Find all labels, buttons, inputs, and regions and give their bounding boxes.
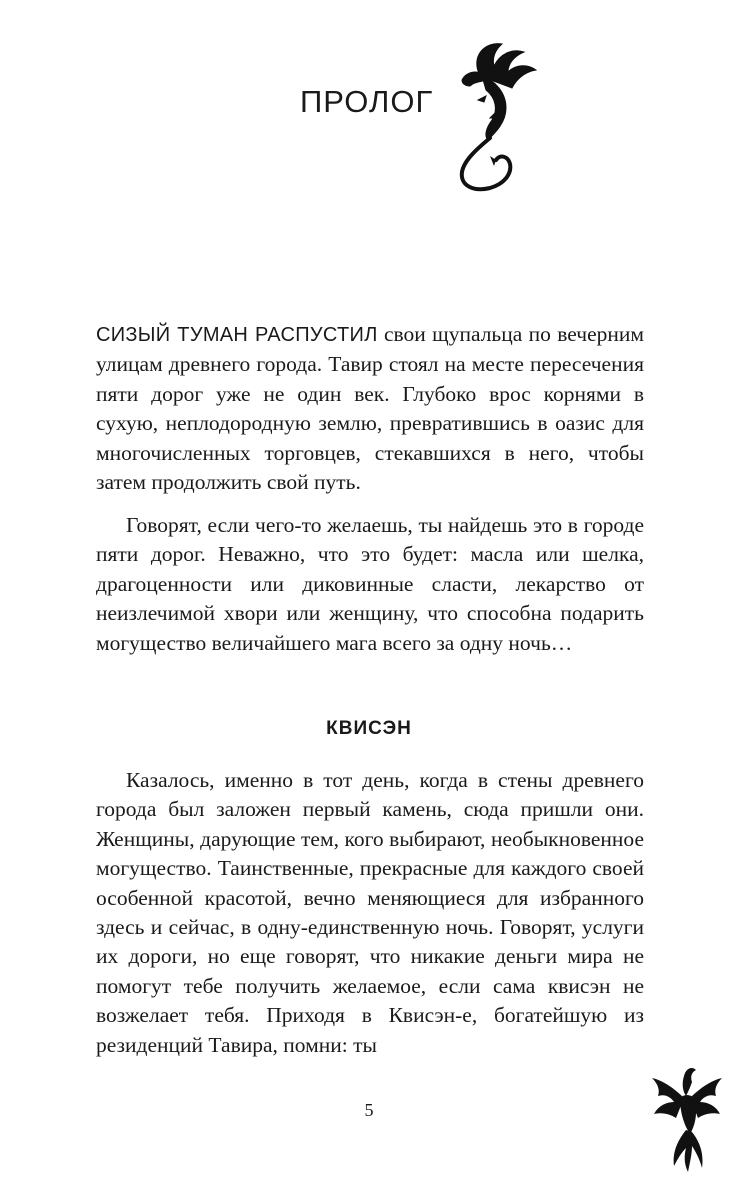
paragraph-lead-in: СИЗЫЙ ТУМАН РАСПУСТИЛ	[96, 324, 378, 346]
chapter-title: ПРОЛОГ	[300, 84, 434, 119]
paragraph-text: свои щупальца по вечерним улицам древнего города. Тавир стоял на месте пересечения пяти дорог уже не один век. Глубоко врос корнями в сухую, неплодородную землю, превратившись в оазис для многочисленных торговцев, стекавшихся в него, чтобы затем продолжить свой путь.	[96, 322, 644, 495]
page-number: 5	[364, 1100, 374, 1120]
opening-paragraph	[96, 320, 644, 497]
second-paragraph: Говорят, если чего-то желаешь, ты найдешь это в городе пяти дорог. Неважно, что это будет: масла или шелка, драгоценности или диковинные сласти, лекарство от неизлечимой хвори или женщину, что способна подарить могущество величайшего мага всего за одну ночь…	[96, 513, 644, 655]
third-paragraph: Казалось, именно в тот день, когда в стены древнего города был заложен первый камень, сюда пришли они. Женщины, дарующие тем, кого выбирают, необыкновенное могущество. Таинственные, прекрасные для каждого своей особенной красотой, вечно меняющиеся для избранного здесь и сейчас, в одну-единственную ночь. Говорят, услуги их дороги, но еще говорят, что никакие деньги мира не помогут тебе получить желаемое, если сама квисэн не возжелает тебя. Приходя в Квисэн-е, богатейшую из резиденций Тавира, помни: ты	[96, 768, 644, 1057]
dragon-ornament-icon	[440, 36, 540, 196]
phoenix-emblem-icon	[648, 1058, 726, 1174]
section-heading: КВИСЭН	[326, 718, 412, 739]
